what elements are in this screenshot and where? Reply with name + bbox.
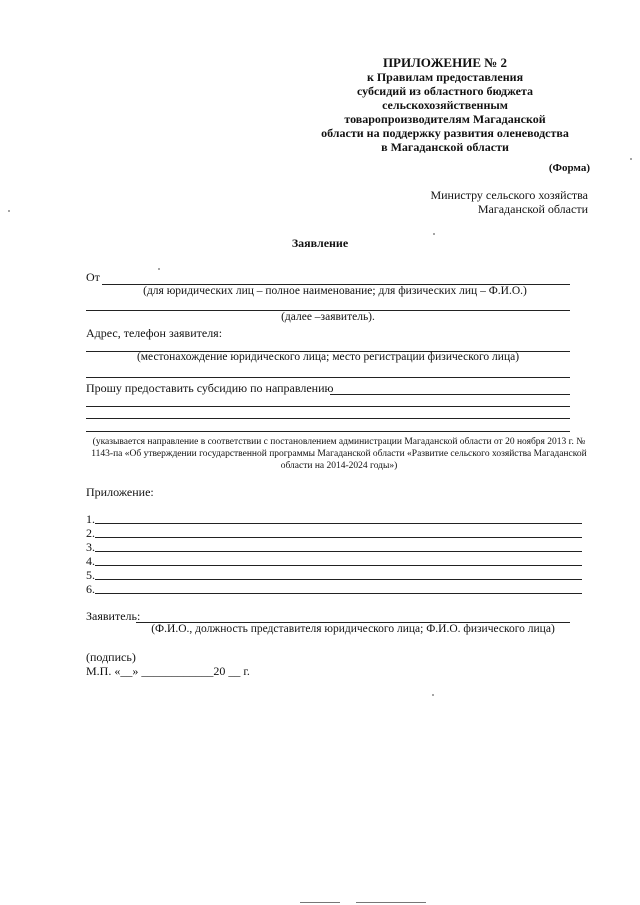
scan-speck	[8, 210, 10, 212]
request-field-line[interactable]	[86, 406, 570, 407]
request-field-line[interactable]	[86, 418, 570, 419]
attachment-number: 6.	[86, 582, 95, 596]
applicant-hint: (далее –заявитель).	[281, 311, 375, 323]
request-label: Прошу предоставить субсидию по направлению	[86, 381, 334, 395]
from-label: От	[86, 270, 100, 284]
attachment-field[interactable]	[95, 523, 582, 524]
scan-mark	[300, 902, 340, 903]
separator-line	[86, 377, 570, 378]
attachment-field[interactable]	[95, 565, 582, 566]
scan-mark	[356, 902, 426, 903]
attachment-number: 5.	[86, 568, 95, 582]
appendix-subtitle-line: области на поддержку развития оленеводства	[321, 126, 569, 140]
addressee-line: Магаданской области	[477, 202, 588, 216]
document-title: Заявление	[291, 236, 349, 250]
address-hint: (местонахождение юридического лица; место регистрации физического лица)	[136, 351, 520, 363]
addressee	[430, 188, 588, 216]
scan-speck	[630, 158, 632, 160]
attachment-field[interactable]	[95, 579, 582, 580]
attachment-number: 1.	[86, 512, 95, 526]
attachment-field[interactable]	[95, 537, 582, 538]
applicant-label: Заявитель:	[86, 609, 141, 623]
addressee-line: Министру сельского хозяйства	[430, 188, 588, 202]
form-label: (Форма)	[548, 162, 590, 174]
direction-note: (указывается направление в соответствии с постановлением администрации Магаданской области от 20 ноября 2013 г. № 1143-па «Об утверждении государственной программы Магаданской области «Развитие сельского хозяйства Магаданской области на 2014-2024 годы»)	[91, 437, 587, 471]
from-hint: (для юридических лиц – полное наименование; для физических лиц – Ф.И.О.)	[143, 285, 527, 297]
appendix-header	[290, 56, 600, 154]
scan-speck	[432, 694, 434, 696]
attachment-field[interactable]	[95, 551, 582, 552]
appendix-subtitle-line: к Правилам предоставления	[366, 70, 524, 84]
appendix-subtitle-line: субсидий из областного бюджета	[356, 84, 534, 98]
appendix-subtitle-line: сельскохозяйственным	[382, 98, 508, 112]
appendix-subtitle-line: товаропроизводителям Магаданской	[344, 112, 546, 126]
appendix-subtitle-line: в Магаданской области	[381, 140, 509, 154]
attachment-number: 3.	[86, 540, 95, 554]
attachment-field[interactable]	[95, 593, 582, 594]
attachment-number: 2.	[86, 526, 95, 540]
signature-label: (подпись)	[86, 650, 136, 664]
attachment-number: 4.	[86, 554, 95, 568]
request-field-line[interactable]	[86, 431, 570, 432]
appendix-number: ПРИЛОЖЕНИЕ № 2	[382, 55, 508, 70]
scan-speck	[433, 233, 435, 235]
applicant-signature-hint: (Ф.И.О., должность представителя юридического лица; Ф.И.О. физического лица)	[151, 623, 555, 635]
scan-speck	[158, 268, 160, 270]
stamp-date-line: М.П. «__» ____________20 __ г.	[86, 664, 250, 678]
address-label: Адрес, телефон заявителя:	[86, 326, 223, 340]
request-field[interactable]	[330, 394, 570, 395]
attachment-label: Приложение:	[86, 485, 154, 499]
